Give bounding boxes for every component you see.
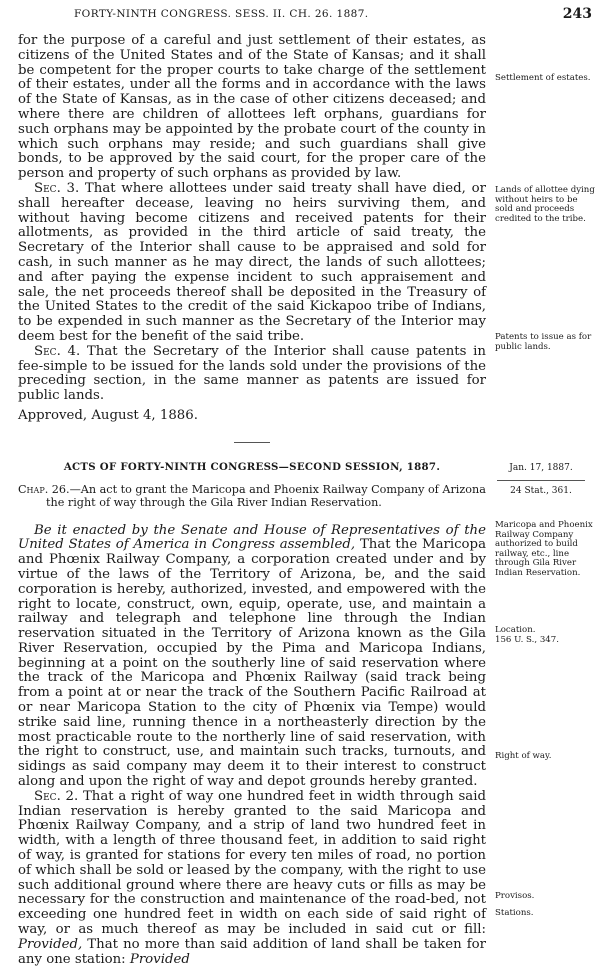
sidenote-date: Jan. 17, 1887. (509, 463, 573, 473)
proviso-1: Provided, (18, 936, 83, 952)
sidenote-lands-allottee: Lands of allottee dying without heirs to be sold and proceeds credited to the tribe. (495, 185, 595, 224)
approved-date: Approved, August 4, 1886. (18, 407, 198, 423)
divider-rule (234, 442, 270, 443)
chapter-text: —An act to grant the Maricopa and Phoenix Railway Company of Arizona (69, 482, 486, 496)
section-2-text: That a right of way one hundred feet in width through said Indian reservation is hereby granted to the said Maricopa and Phœnix Railway Company, and a strip of land two hundred feet in width, with a length of three thousand feet, in addition to said right of way, is granted for stations for every ten miles of road, no portion of which shall be sold or leased by the company, with the right to use such additional ground where there are heavy cuts or fills as may be necessary for the construction and maintenance of the road-bed, not exceeding one hundred feet in width on each side of said right of way, or as much thereof as may be included in said cut or fill: (18, 788, 486, 938)
sidenote-settlement: Settlement of estates. (495, 73, 591, 83)
chapter-label: Chap. 26. (18, 482, 70, 496)
running-title: FORTY-NINTH CONGRESS. SESS. II. CH. 26. 1887. (74, 8, 369, 20)
section-2 (18, 790, 486, 967)
main-text (18, 34, 486, 967)
section-3 (18, 182, 486, 345)
section-4-label: Sec. 4. (34, 343, 81, 359)
enacting-formula: Be it enacted by the Senate and House of Representatives of the United States of America in Congress assembled, (18, 522, 486, 553)
sidenote-patents: Patents to issue as for public lands. (495, 332, 592, 352)
sidenote-right-of-way: Right of way. (495, 751, 552, 761)
sidenote-date-rule (497, 480, 585, 481)
running-header (0, 8, 600, 26)
section-2-text-2: That no more than said addition of land shall be taken for any one station: (18, 936, 486, 967)
section-3-text: That where allottees under said treaty shall have died, or shall hereafter decease, leaving no heirs surviving them, and without having become citizens and received patents for their allotments, as provided in the third article of said treaty, the Secretary of the Interior shall cause to be appraised and sold for cash, in such manner as he may direct, the lands of such allottees; and after paying the expense incident to such appraisement and sale, the net proceeds thereof shall be deposited in the Treasury of the United States to the credit of the said Kickapoo tribe of Indians, to be expended in such manner as the Secretary of the Interior may deem best for the benefit of the said tribe. (18, 180, 486, 344)
sidenote-statute: 24 Stat., 361. (510, 486, 572, 496)
section-4 (18, 345, 486, 404)
page-number: 243 (562, 6, 592, 22)
sidenote-location: Location. (495, 625, 536, 635)
paragraph-settlement: for the purpose of a careful and just settlement of their estates, as citizens of the United States and of the State of Kansas; and it shall be competent for the proper courts to take charge of the settlement of their estates, under all the forms and in accordance with the laws of the State of Kansas, as in the case of other citizens deceased; and where there are children of allottees left orphans, guardians for such orphans may be appointed by the probate court of the county in which such orphans may reside; and such guardians shall give bonds, to be approved by the said court, for the proper care of the person and property of such orphans as provided by law. (18, 33, 486, 182)
enacting-text: That the Maricopa and Phœnix Railway Company, a corporation created under and by virtue of the laws of the Territory of Arizona, be, and the said corporation is hereby, authorized, invested, and empowered with the right to locate, construct, own, equip, operate, use, and maintain a railway and telegraph and telephone line through the Indian reservation situated in the Territory of Arizona known as the Gila River Reservation, occupied by the Pima and Maricopa Indians, beginning at a point on the southerly line of said reservation where the track of the Maricopa and Phœnix Railway (said track being from a point at or near the track of the Southern Pacific Railroad at or near Maricopa Station to the city of Phœnix via Tempe) would strike said line, running thence in a northeasterly direction by the most practicable route to the northerly line of said reservation, with the right to construct, use, and maintain such tracks, turnouts, and sidings as said company may deem it to their interest to construct along and upon the right of way and depot grounds hereby granted. (18, 537, 487, 790)
acts-heading: ACTS OF FORTY-NINTH CONGRESS—SECOND SESSION, 1887. (63, 460, 441, 473)
section-4-text: That the Secretary of the Interior shall cause patents in fee-simple to be issued for the lands sold under the provisions of the preceding section, in the same manner as patents are issued for public lands. (18, 343, 486, 404)
sidenote-location-ref: 156 U. S., 347. (495, 635, 559, 645)
chapter-title (18, 483, 486, 509)
sidenote-stations: Stations. (495, 908, 534, 918)
proviso-2: Provided (129, 951, 190, 967)
sidenote-provisos: Provisos. (495, 891, 535, 901)
section-3-label: Sec. 3. (34, 180, 80, 196)
sidenote-maricopa: Maricopa and Phoenix Railway Company authorized to build railway, etc., line through Gila River Indian Reservation. (495, 520, 593, 578)
chapter-text-continued: the right of way through the Gila River Indian Reservation. (46, 495, 382, 509)
enacting-clause (18, 524, 486, 790)
section-2-label: Sec. 2. (34, 788, 79, 804)
